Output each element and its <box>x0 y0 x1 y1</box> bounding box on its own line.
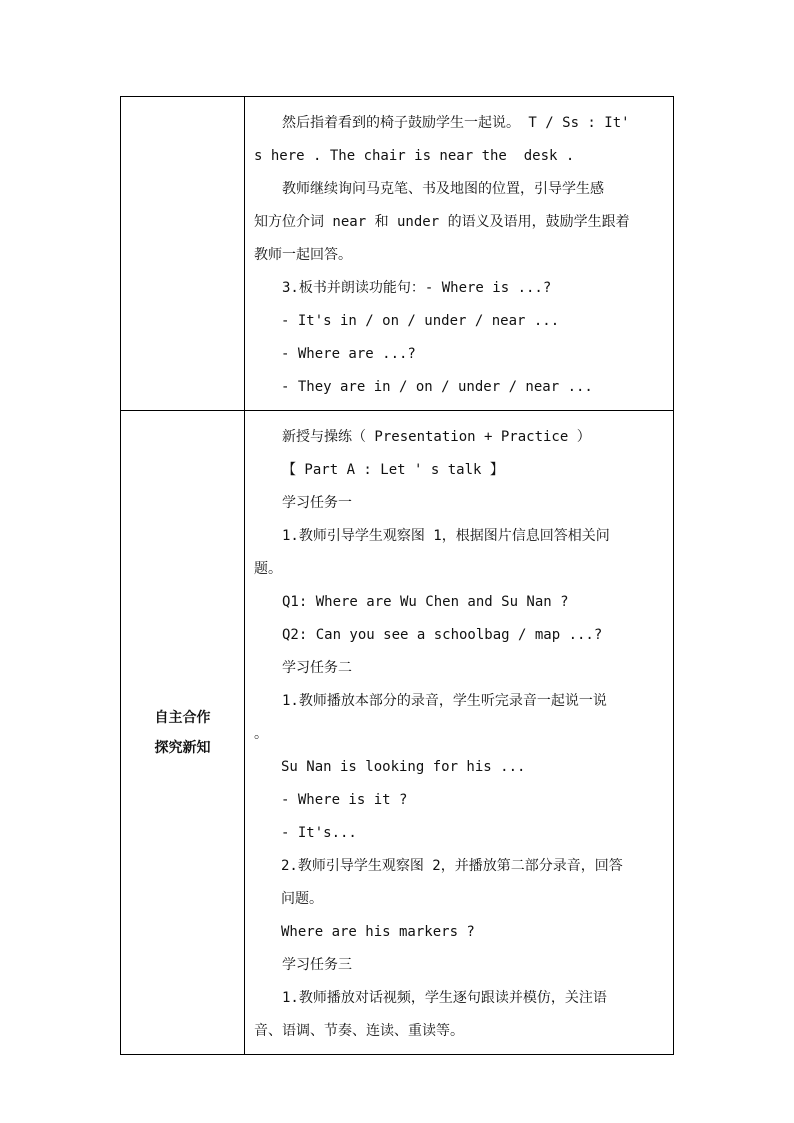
table-row <box>121 97 674 411</box>
content-cell <box>245 97 674 411</box>
text-line: 3.板书并朗读功能句：- Where is ...? <box>282 280 552 296</box>
stage-label-line: 自主合作 <box>154 709 211 726</box>
stage-label-cell <box>121 411 245 1055</box>
question-line: Q2: Can you see a schoolbag / map ...? <box>282 627 603 643</box>
text-line: 1.教师引导学生观察图 1，根据图片信息回答相关问 <box>282 528 610 544</box>
text-line: 题。 <box>254 561 282 577</box>
text-line: 然后指着看到的椅子鼓励学生一起说。 T / Ss : It' <box>282 115 630 131</box>
text-line: - Where are ...? <box>281 346 416 362</box>
task-heading: 学习任务二 <box>282 660 352 676</box>
stage-label-cell <box>121 97 245 411</box>
text-line: 教师一起回答。 <box>254 247 352 263</box>
question-line: Where are his markers ? <box>281 924 475 940</box>
text-line: 教师继续询问马克笔、书及地图的位置，引导学生感 <box>282 181 604 197</box>
content-cell <box>245 411 674 1055</box>
task-heading: 学习任务一 <box>282 495 352 511</box>
text-line: 1.教师播放本部分的录音，学生听完录音一起说一说 <box>282 693 607 709</box>
task-heading: 学习任务三 <box>282 957 352 973</box>
table-row <box>121 411 674 1055</box>
text-line: 问题。 <box>281 891 323 907</box>
text-line: 知方位介词 near 和 under 的语义及语用，鼓励学生跟着 <box>254 214 630 230</box>
part-heading: 【 Part A : Let ' s talk 】 <box>282 462 504 478</box>
text-line: 音、语调、节奏、连读、重读等。 <box>254 1023 464 1039</box>
lesson-plan-table <box>120 96 674 1055</box>
dialogue-line: - Where is it ? <box>281 792 408 808</box>
text-line: s here . The chair is near the desk . <box>254 148 575 164</box>
text-line: 1.教师播放对话视频，学生逐句跟读并模仿，关注语 <box>282 990 607 1006</box>
text-line: 。 <box>254 726 268 742</box>
dialogue-line: - It's... <box>281 825 357 841</box>
dialogue-line: Su Nan is looking for his ... <box>281 759 526 775</box>
text-line: - It's in / on / under / near ... <box>281 313 560 329</box>
section-heading: 新授与操练（ Presentation + Practice ） <box>282 429 591 445</box>
text-line: - They are in / on / under / near ... <box>281 379 593 395</box>
stage-label-line: 探究新知 <box>154 739 211 756</box>
text-line: 2.教师引导学生观察图 2，并播放第二部分录音，回答 <box>281 858 623 874</box>
question-line: Q1: Where are Wu Chen and Su Nan ? <box>282 594 569 610</box>
